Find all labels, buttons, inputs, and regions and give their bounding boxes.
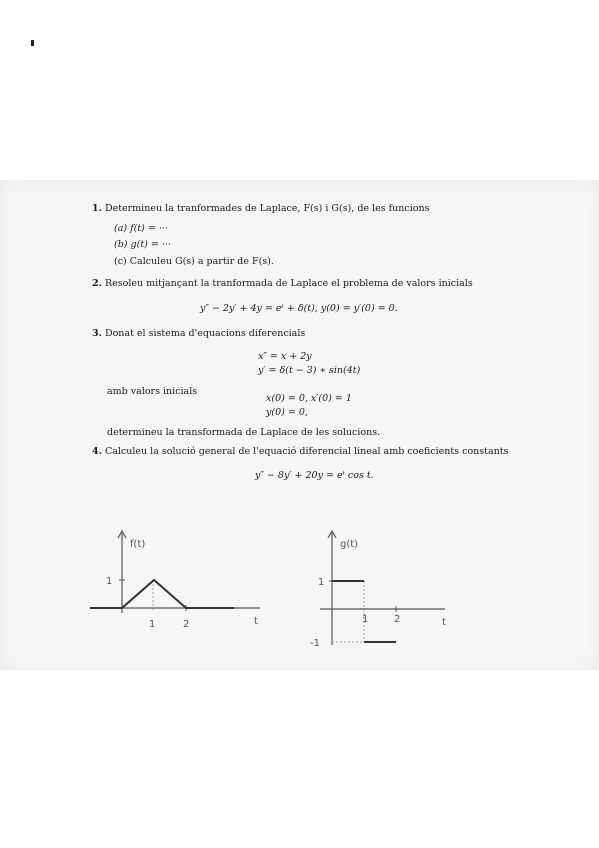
scan-artifact-mark <box>31 40 34 46</box>
x-axis-label: t <box>254 616 258 627</box>
problem-statement: Resoleu mitjançant la tranformada de Laplace el problema de valors inicials <box>104 278 473 289</box>
graph-f <box>90 525 290 635</box>
problem-3-closing: determineu la transformada de Laplace de les solucions. <box>107 427 381 438</box>
problem-statement: Calculeu la solució general de l'equació diferencial lineal amb coeficients constants <box>104 446 509 457</box>
x-tick-label-2: 2 <box>183 619 190 630</box>
item-text: g(t) = ··· <box>130 239 171 250</box>
problem-number: 4. <box>92 446 102 457</box>
y-tick-label: 1 <box>106 576 113 587</box>
problem-2-equation: y″ − 2y′ + 4y = eᵗ + δ(t), y(0) = y′(0) = 0. <box>200 303 398 314</box>
initial-value-2: y(0) = 0, <box>266 407 308 418</box>
problem-number: 2. <box>92 278 102 289</box>
graph-title: f(t) <box>130 539 146 550</box>
x-tick-label-1: 1 <box>149 619 156 630</box>
problem-number: 3. <box>92 328 102 339</box>
item-label: (a) <box>114 223 128 234</box>
graph-g <box>310 525 480 650</box>
problem-1-item-c <box>114 256 274 268</box>
problem-3 <box>92 328 305 340</box>
problem-number: 1. <box>92 203 102 214</box>
problem-2 <box>92 278 473 290</box>
problem-4 <box>92 446 508 458</box>
x-axis-label: t <box>442 617 446 628</box>
graph-title: g(t) <box>340 539 359 550</box>
x-tick-label-2: 2 <box>394 614 401 625</box>
y-tick-label-1: 1 <box>318 577 325 588</box>
y-tick-label-neg1: -1 <box>310 638 320 649</box>
x-tick-label-1: 1 <box>362 614 369 625</box>
item-label: (b) <box>114 239 128 250</box>
problem-1 <box>92 203 429 215</box>
problem-1-item-a <box>114 223 168 235</box>
initial-value-1: x(0) = 0, x′(0) = 1 <box>266 393 352 404</box>
item-text: Calculeu G(s) a partir de F(s). <box>129 256 274 267</box>
problem-statement: Donat el sistema d'equacions diferencials <box>104 328 306 339</box>
problem-4-equation: y″ − 8y′ + 20y = eᵗ cos t. <box>255 470 374 481</box>
item-label: (c) <box>114 256 127 267</box>
system-equation-2: y′ = δ(t − 3) ∗ sin(4t) <box>258 365 361 376</box>
system-equation-1: x″ = x + 2y <box>258 351 312 362</box>
initial-values-label: amb valors inicials <box>107 386 198 397</box>
problem-1-item-b <box>114 239 171 251</box>
item-text: f(t) = ··· <box>130 223 168 234</box>
problem-statement: Determineu la tranformades de Laplace, F(s) i G(s), de les funcions <box>104 203 430 214</box>
